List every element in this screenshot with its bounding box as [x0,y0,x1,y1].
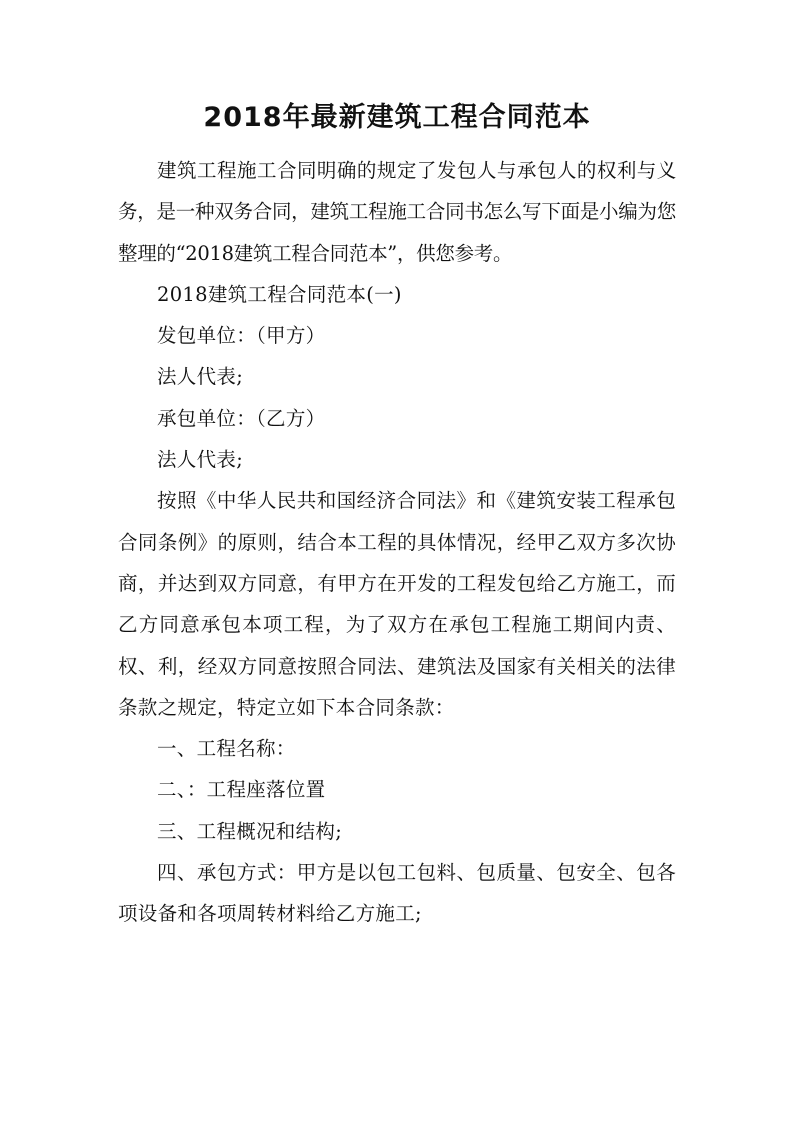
intro-paragraph: 建筑工程施工合同明确的规定了发包人与承包人的权利与义务，是一种双务合同，建筑工程施工合同书怎么写下面是小编为您整理的“2018建筑工程合同范本”，供您参考。 [118,159,676,265]
clause-4: 四、承包方式：甲方是以包工包料、包质量、包安全、包各项设备和各项周转材料给乙方施工; [118,861,676,926]
contract-basis-paragraph: 按照《中华人民共和国经济合同法》和《建筑安装工程承包合同条例》的原则，结合本工程的具体情况，经甲乙双方多次协商，并达到双方同意，有甲方在开发的工程发包给乙方施工，而乙方同意承包本项工程，为了双方在承包工程施工期间内责、权、利，经双方同意按照合同法、建筑法及国家有关相关的法律条款之规定，特定立如下本合同条款： [118,489,676,719]
clause-1: 一、工程名称： [157,737,296,761]
document-title: 2018年最新建筑工程合同范本 [203,102,591,133]
party-a-representative: 法人代表; [157,365,244,389]
clause-3: 三、工程概况和结构; [157,819,343,843]
document-body [118,150,676,935]
party-a-unit: 发包单位：（甲方） [157,324,326,348]
clause-2: 二、：工程座落位置 [157,778,326,802]
party-b-unit: 承包单位：（乙方） [157,406,326,430]
party-b-representative: 法人代表; [157,448,244,472]
section-heading: 2018建筑工程合同范本(一) [157,282,402,306]
